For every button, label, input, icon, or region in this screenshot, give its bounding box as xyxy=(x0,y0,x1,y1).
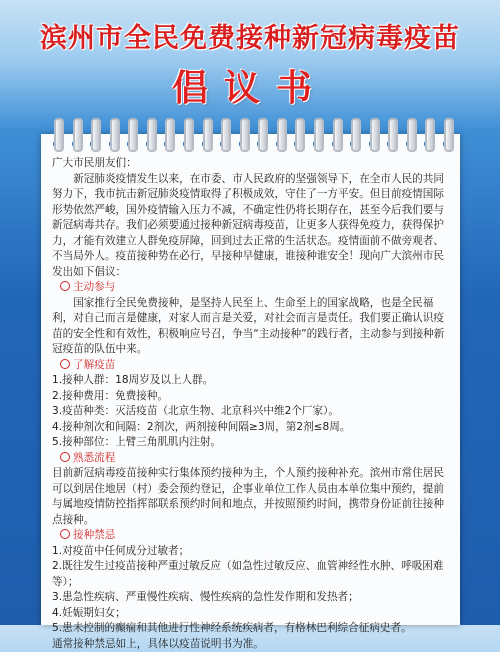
greeting: 广大市民朋友们： xyxy=(52,156,450,172)
poster-title: 滨州市全民免费接种新冠病毒疫苗 xyxy=(0,16,500,55)
binding-ring xyxy=(54,118,64,152)
binding-ring xyxy=(128,118,138,152)
binding-ring xyxy=(277,118,287,152)
list-item: 3.患急性疾病、严重慢性疾病、慢性疾病的急性发作期和发热者； xyxy=(52,590,450,606)
section-contraindications xyxy=(52,528,450,652)
list-item: 通常接种禁忌如上，具体以疫苗说明书为准。 xyxy=(52,637,450,652)
circle-bullet-icon xyxy=(60,452,70,462)
binding-ring xyxy=(258,118,268,152)
poster-subtitle: 倡议书 xyxy=(0,60,500,111)
binding-ring xyxy=(333,118,343,152)
spiral-binding xyxy=(50,118,450,152)
section-title: 接种禁忌 xyxy=(73,529,115,541)
binding-ring xyxy=(370,118,380,152)
binding-ring xyxy=(351,118,361,152)
list-item: 5.患未控制的癫痫和其他进行性神经系统疾病者，有格林巴利综合征病史者。 xyxy=(52,621,450,637)
circle-bullet-icon xyxy=(60,529,70,539)
section-process xyxy=(52,451,450,529)
section-title: 熟悉流程 xyxy=(73,452,115,464)
binding-ring xyxy=(314,118,324,152)
list-item: 3.疫苗种类：灭活疫苗（北京生物、北京科兴中维2个厂家）。 xyxy=(52,404,450,420)
section-title: 主动参与 xyxy=(73,281,115,293)
binding-ring xyxy=(203,118,213,152)
binding-ring xyxy=(147,118,157,152)
binding-ring xyxy=(425,118,435,152)
section-know-vaccine xyxy=(52,358,450,451)
list-item: 2.既往发生过疫苗接种严重过敏反应（如急性过敏反应、血管神经性水肿、呼吸困难等）； xyxy=(52,559,450,590)
binding-ring xyxy=(444,118,454,152)
binding-ring xyxy=(295,118,305,152)
section-participate xyxy=(52,280,450,358)
binding-ring xyxy=(240,118,250,152)
section-title: 了解疫苗 xyxy=(73,359,115,371)
binding-ring xyxy=(91,118,101,152)
letter-body xyxy=(52,156,450,652)
section-paragraph: 目前新冠病毒疫苗接种实行集体预约接种为主，个人预约接种补充。滨州市常住居民可以到居住地居（村）委会预约登记，企事业单位工作人员由本单位集中预约，提前与属地疫情防控指挥部联系预约时间和地点，并按照预约时间，携带身份证前往接种点接种。 xyxy=(52,466,450,528)
circle-bullet-icon xyxy=(60,359,70,369)
list-item: 5.接种部位：上臂三角肌肌内注射。 xyxy=(52,435,450,451)
list-item: 4.妊娠期妇女； xyxy=(52,606,450,622)
binding-ring xyxy=(221,118,231,152)
list-item: 1.接种人群：18周岁及以上人群。 xyxy=(52,373,450,389)
list-item: 2.接种费用：免费接种。 xyxy=(52,389,450,405)
binding-ring xyxy=(388,118,398,152)
binding-ring xyxy=(73,118,83,152)
list-item: 4.接种剂次和间隔：2剂次，两剂接种间隔≥3周，第2剂≤8周。 xyxy=(52,420,450,436)
binding-ring xyxy=(184,118,194,152)
binding-ring xyxy=(165,118,175,152)
intro-paragraph: 新冠肺炎疫情发生以来，在市委、市人民政府的坚强领导下，在全市人民的共同努力下，我市抗击新冠肺炎疫情取得了积极成效，守住了一方平安。但目前疫情国际形势依然严峻，国外疫情输入压力不减，不确定性仍将长期存在，甚至今后我们要与新冠病毒共存。我们必须要通过接种新冠病毒疫苗，让更多人获得免疫力，获得保护力，才能有效建立人群免疫屏障，回到过去正常的生活状态。疫情面前不做旁观者、不当局外人。疫苗接种势在必行，早接种早健康，谁接种谁安全！现向广大滨州市民发出如下倡议： xyxy=(52,172,450,281)
list-item: 1.对疫苗中任何成分过敏者； xyxy=(52,544,450,560)
section-paragraph: 国家推行全民免费接种，是坚持人民至上、生命至上的国家战略，也是全民福利，对自己而言是健康，对家人而言是关爱，对社会而言是责任。我们要正确认识疫苗的安全性和有效性，积极响应号召，争当“主动接种”的践行者，主动参与到接种新冠疫苗的队伍中来。 xyxy=(52,296,450,358)
binding-ring xyxy=(110,118,120,152)
binding-ring xyxy=(407,118,417,152)
circle-bullet-icon xyxy=(60,281,70,291)
